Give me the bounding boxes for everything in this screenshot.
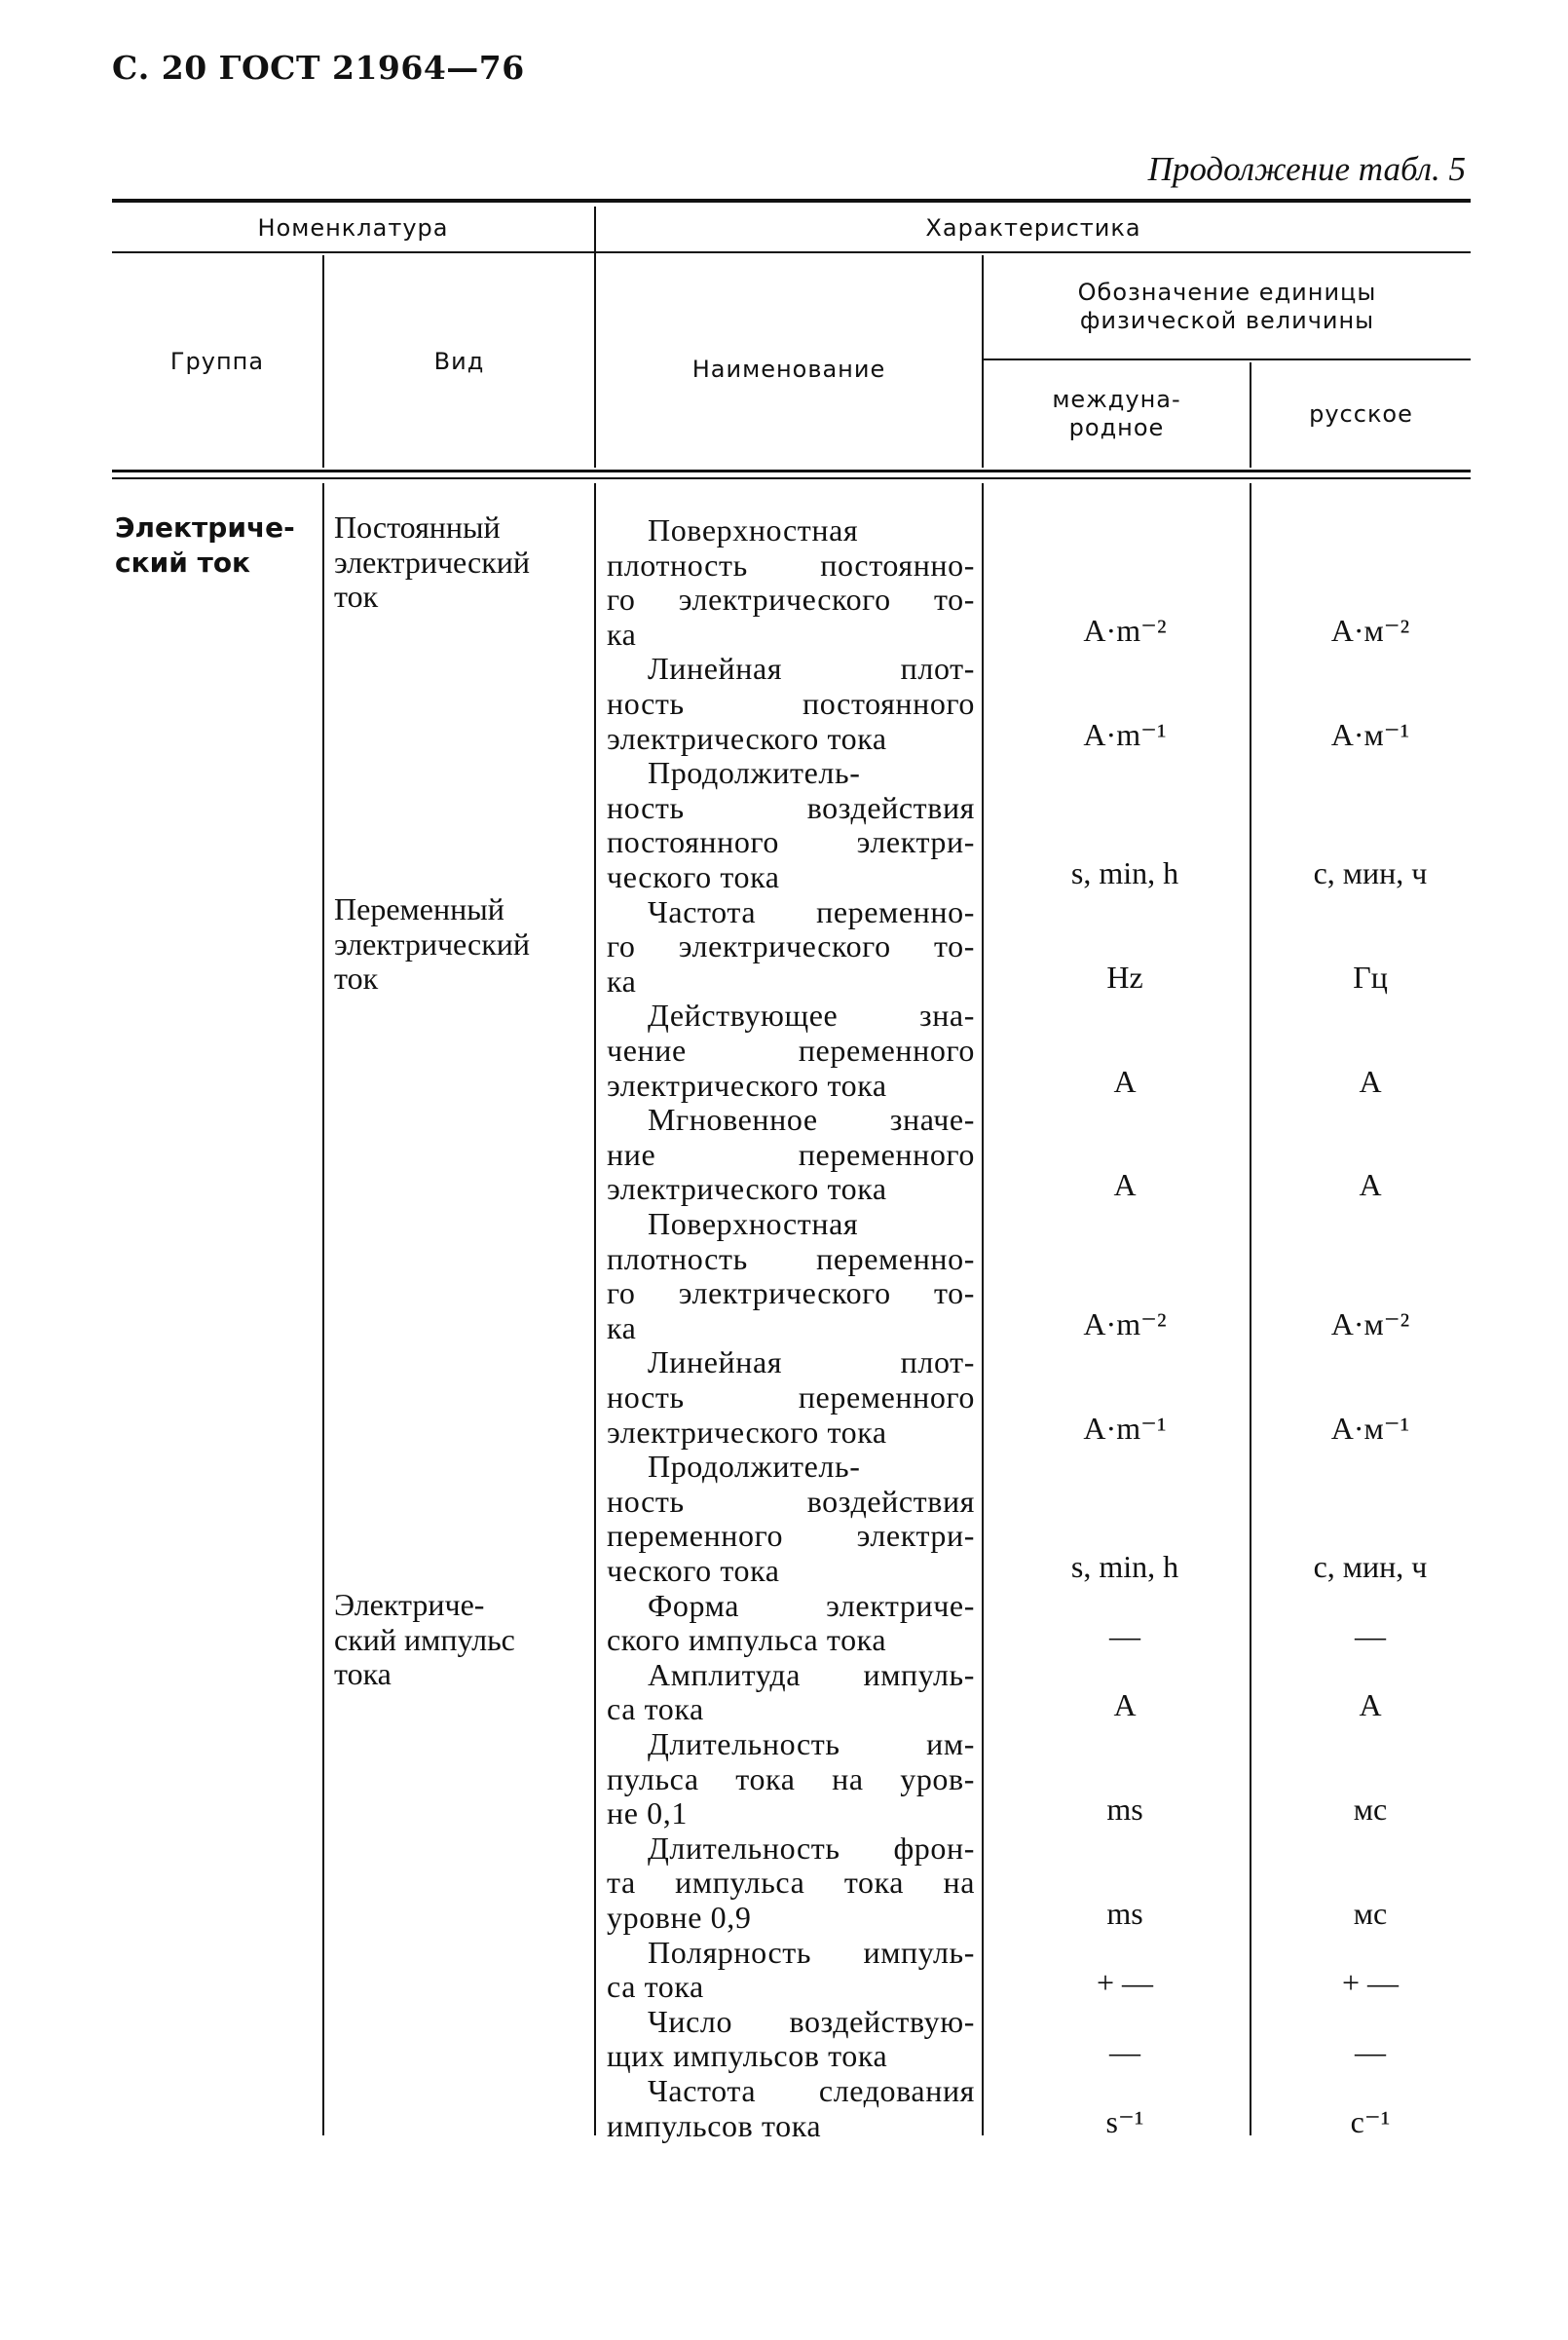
characteristic-name-line: Поверхностная bbox=[648, 512, 859, 547]
col-divider-ru bbox=[1250, 483, 1251, 2135]
unit-international: s, min, h bbox=[1070, 855, 1179, 890]
unit-russian: с, мин, ч bbox=[1313, 1549, 1428, 1584]
unit-international: — bbox=[1109, 1618, 1140, 1654]
characteristic-name-line: переменного электри- bbox=[607, 1518, 975, 1554]
header-unit-designation: Обозначение единицы физической величины bbox=[1077, 279, 1377, 334]
characteristic-name-line: Частота следования bbox=[648, 2073, 975, 2108]
unit-international: + — bbox=[1096, 1965, 1154, 2001]
unit-international: s⁻¹ bbox=[1105, 2103, 1144, 2139]
characteristic-name-line: Поверхностная bbox=[648, 1206, 859, 1241]
header-group: Группа bbox=[169, 347, 265, 375]
unit-international: ms bbox=[1106, 1896, 1143, 1931]
unit-international: A bbox=[1113, 1063, 1137, 1099]
unit-international: A·m⁻¹ bbox=[1083, 716, 1167, 752]
unit-russian: А·м⁻² bbox=[1330, 612, 1410, 648]
characteristic-name-line: Линейная плот- bbox=[648, 1344, 975, 1380]
unit-russian: мс bbox=[1353, 1896, 1388, 1931]
characteristic-name-line: ческого тока bbox=[607, 858, 780, 894]
characteristic-name-line: ческого тока bbox=[607, 1552, 780, 1588]
characteristic-name-line: плотность постоянно- bbox=[607, 547, 975, 583]
unit-russian: с, мин, ч bbox=[1313, 855, 1428, 890]
header-name: Наименование bbox=[691, 356, 886, 384]
characteristic-name-line: Длительность им- bbox=[648, 1726, 975, 1761]
characteristic-name bbox=[607, 1831, 975, 1936]
characteristic-name-line: Форма электриче- bbox=[648, 1587, 975, 1623]
characteristic-name bbox=[607, 1936, 975, 2005]
characteristic-name-line: та импульса тока на bbox=[607, 1865, 975, 1901]
characteristic-name-line: Длительность фрон- bbox=[648, 1830, 975, 1866]
characteristic-name bbox=[607, 1727, 975, 1831]
characteristic-name-line: Продолжитель- bbox=[648, 1449, 861, 1485]
unit-international: A bbox=[1113, 1167, 1137, 1203]
characteristic-name bbox=[607, 1345, 975, 1450]
characteristic-name-line: не 0,1 bbox=[607, 1795, 688, 1831]
unit-russian: А·м⁻¹ bbox=[1330, 716, 1410, 752]
characteristic-name-line: Мгновенное значе- bbox=[648, 1102, 975, 1138]
unit-international: ms bbox=[1106, 1792, 1143, 1828]
unit-russian: Гц bbox=[1353, 959, 1388, 995]
unit-russian: — bbox=[1355, 2034, 1386, 2070]
unit-russian: А bbox=[1359, 1167, 1382, 1203]
header-international: междуна- родное bbox=[1052, 386, 1181, 441]
characteristic-name-line: ского импульса тока bbox=[607, 1622, 887, 1658]
characteristic-name bbox=[607, 999, 975, 1103]
unit-international: A·m⁻² bbox=[1083, 1305, 1167, 1341]
unit-russian: А·м⁻¹ bbox=[1330, 1410, 1410, 1446]
characteristic-name-line: го электрического то- bbox=[607, 1275, 975, 1311]
characteristic-name-line: Полярность импуль- bbox=[648, 1934, 975, 1970]
characteristic-name-line: пульса тока на уров- bbox=[607, 1760, 975, 1796]
characteristic-name-line: ние переменного bbox=[607, 1136, 975, 1172]
characteristic-name-line: электрического тока bbox=[607, 1171, 887, 1207]
characteristic-name-line: Линейная плот- bbox=[648, 651, 975, 687]
unit-russian: — bbox=[1355, 1618, 1386, 1654]
table-top-rule bbox=[112, 199, 1471, 203]
characteristic-name-line: щих импульсов тока bbox=[607, 2038, 888, 2074]
characteristic-name-line: чение переменного bbox=[607, 1032, 975, 1068]
characteristic-name bbox=[607, 1658, 975, 1727]
characteristic-name-line: ность воздействия bbox=[607, 1483, 975, 1519]
characteristic-name bbox=[607, 895, 975, 1000]
characteristic-name-line: ка bbox=[607, 962, 637, 999]
header-russian: русское bbox=[1309, 399, 1413, 428]
kind-alternating-current: Переменный электрический ток bbox=[334, 891, 531, 997]
characteristic-name-line: го электрического то- bbox=[607, 928, 975, 964]
unit-russian: А bbox=[1359, 1687, 1382, 1723]
characteristic-name-line: плотность переменно- bbox=[607, 1240, 975, 1276]
characteristic-name bbox=[607, 756, 975, 894]
unit-international: Hz bbox=[1106, 959, 1143, 995]
characteristic-name-line: ность постоянного bbox=[607, 685, 975, 721]
header-rule-1 bbox=[112, 251, 1471, 253]
unit-russian: А·м⁻² bbox=[1330, 1305, 1410, 1341]
characteristic-name-line: ность переменного bbox=[607, 1378, 975, 1415]
unit-russian: А bbox=[1359, 1063, 1382, 1099]
col-divider-name bbox=[594, 483, 596, 2135]
unit-russian: + — bbox=[1341, 1965, 1400, 2001]
table-continuation-caption: Продолжение табл. 5 bbox=[1147, 150, 1466, 188]
characteristic-name bbox=[607, 652, 975, 756]
characteristic-name bbox=[607, 1103, 975, 1207]
unit-international: A bbox=[1113, 1687, 1137, 1723]
characteristic-name bbox=[607, 513, 975, 652]
characteristic-name-line: электрического тока bbox=[607, 1414, 887, 1450]
characteristic-name-line: электрического тока bbox=[607, 1067, 887, 1103]
characteristic-name-line: Действующее зна- bbox=[648, 998, 975, 1034]
characteristic-name bbox=[607, 1450, 975, 1588]
characteristic-name-line: уровне 0,9 bbox=[607, 1899, 752, 1935]
characteristic-name-line: Частота переменно- bbox=[648, 893, 975, 929]
unit-russian: с⁻¹ bbox=[1350, 2103, 1391, 2139]
characteristic-name-line: ность воздействия bbox=[607, 789, 975, 825]
characteristic-name bbox=[607, 2005, 975, 2074]
unit-international: — bbox=[1109, 2034, 1140, 2070]
characteristic-name bbox=[607, 2074, 975, 2143]
characteristic-name-line: са тока bbox=[607, 1969, 704, 2005]
col-divider-intl bbox=[982, 483, 984, 2135]
unit-russian: мс bbox=[1353, 1792, 1388, 1828]
characteristic-name-line: ка bbox=[607, 1309, 637, 1345]
characteristic-name-line: Продолжитель- bbox=[648, 755, 861, 791]
unit-international: A·m⁻¹ bbox=[1083, 1410, 1167, 1446]
kind-current-pulse: Электриче- ский импульс тока bbox=[334, 1587, 515, 1692]
header-characteristic: Характеристика bbox=[925, 213, 1141, 242]
characteristic-name-line: Амплитуда импуль- bbox=[648, 1656, 975, 1692]
unit-international: A·m⁻² bbox=[1083, 612, 1167, 648]
characteristic-name-line: постоянного электри- bbox=[607, 824, 975, 860]
unit-international: s, min, h bbox=[1070, 1549, 1179, 1584]
header-kind: Вид bbox=[433, 347, 485, 375]
characteristic-name bbox=[607, 1207, 975, 1345]
kind-direct-current: Постоянный электрический ток bbox=[334, 510, 531, 615]
header-nomenclature: Номенклатура bbox=[257, 213, 449, 242]
characteristic-name-line: го электрического то- bbox=[607, 582, 975, 618]
col-divider-kind bbox=[322, 483, 324, 2135]
characteristic-name-line: электрического тока bbox=[607, 720, 887, 756]
characteristic-name-line: ка bbox=[607, 616, 637, 652]
page-reference: С. 20 ГОСТ 21964—76 bbox=[112, 49, 525, 87]
characteristic-name bbox=[607, 1589, 975, 1658]
group-electric-current: Электриче- ский ток bbox=[115, 511, 295, 579]
characteristic-name-line: импульсов тока bbox=[607, 2107, 822, 2143]
characteristic-name-line: Число воздействую- bbox=[648, 2003, 975, 2039]
characteristic-name-line: са тока bbox=[607, 1691, 704, 1727]
